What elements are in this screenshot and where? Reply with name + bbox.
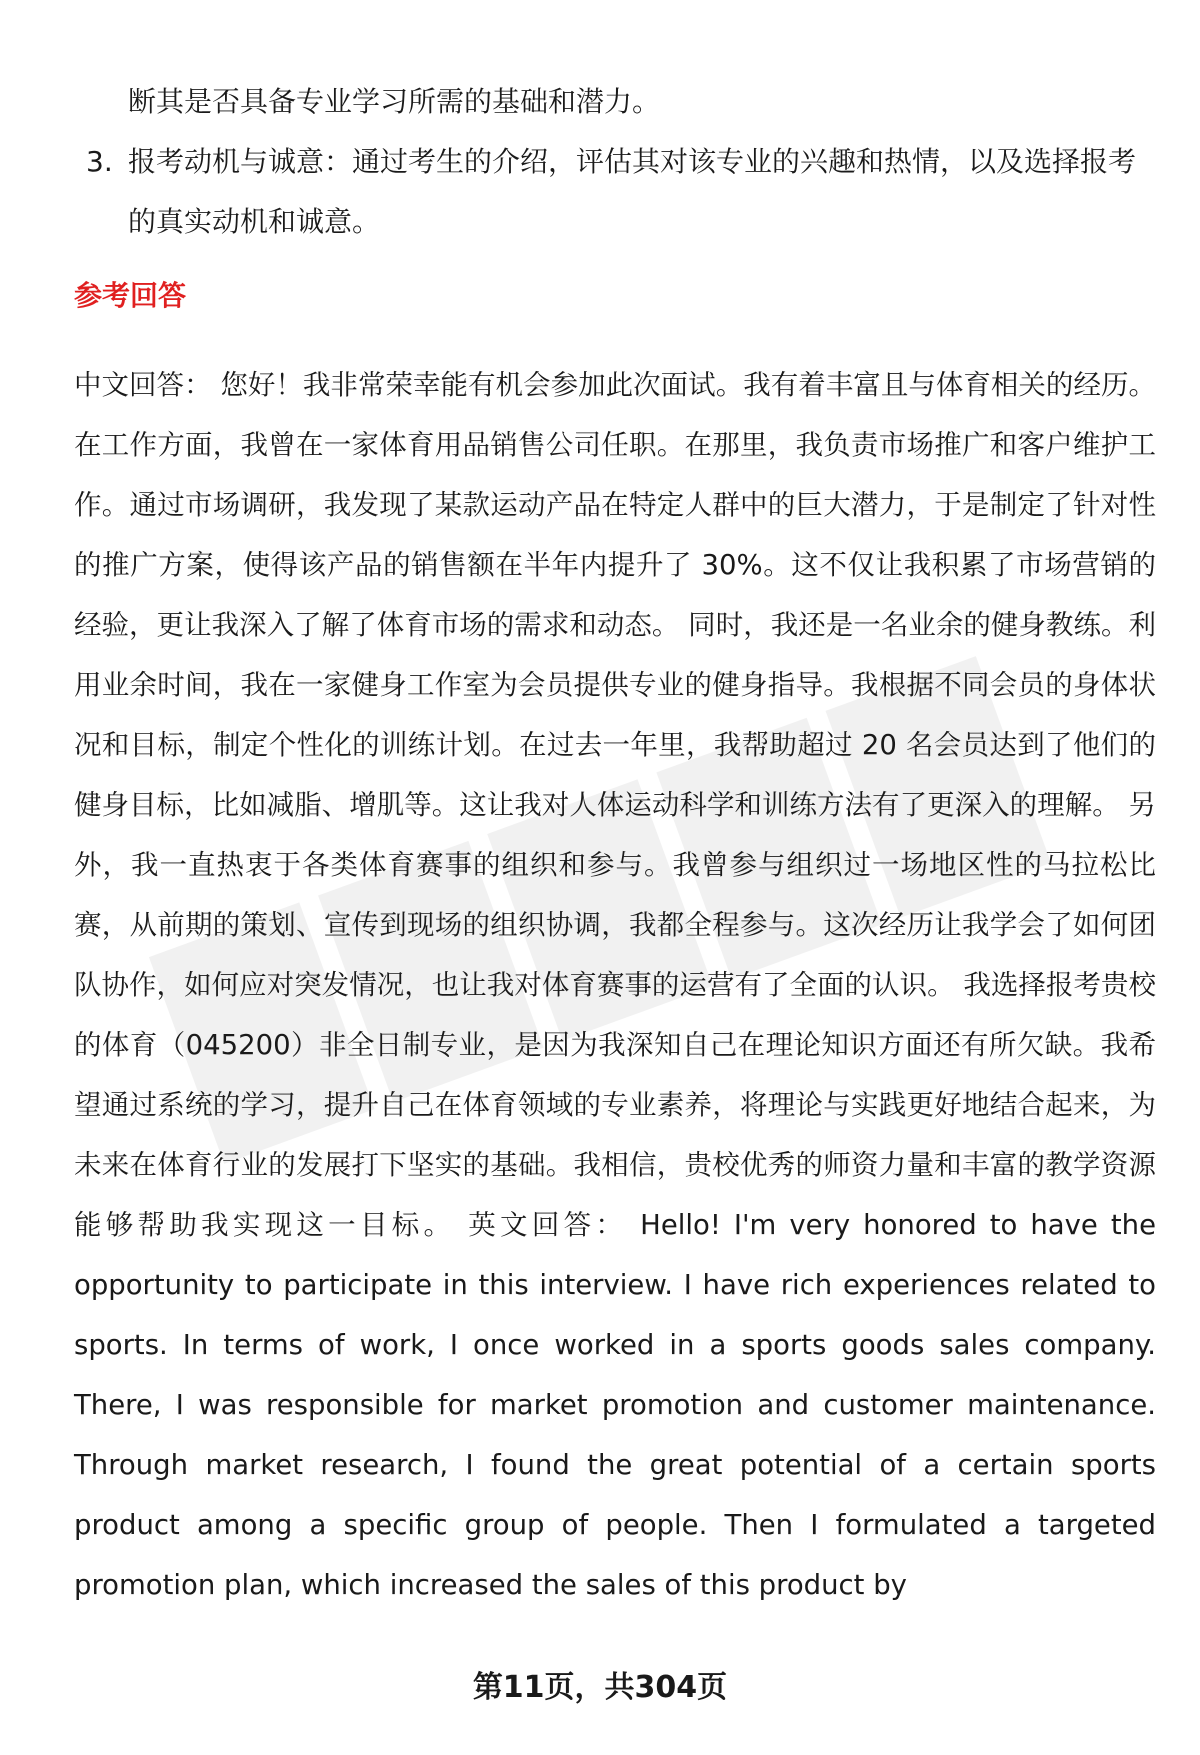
page-number: 第11页，共304页 bbox=[472, 1670, 728, 1705]
section-heading: 参考回答 bbox=[74, 279, 187, 312]
answer-paragraph: 中文回答： 您好！我非常荣幸能有机会参加此次面试。我有着丰富且与体育相关的经历。在工作方面，我曾在一家体育用品销售公司任职。在那里，我负责市场推广和客户维护工作。通过市场调研，我发现了某款运动产品在特定人群中的巨大潜力，于是制定了针对性的推广方案，使得该产品的销售额在半年内提升了 30%。这不仅让我积累了市场营销的经验，更让我深入了解了体育市场的需求和动态。 同时，我还是一名业余的健身教练。利用业余时间，我在一家健身工作室为会员提供专业的健身指导。我根据不同会员的身体状况和目标，制定个性化的训练计划。在过去一年里，我帮助超过 20 名会员达到了他们的健身目标，比如减脂、增肌等。这让我对人体运动科学和训练方法有了更深入的理解。 另外，我一直热衷于各类体育赛事的组织和参与。我曾参与组织过一场地区性的马拉松比赛，从前期的策划、宣传到现场的组织协调，我都全程参与。这次经历让我学会了如何团队协作，如何应对突发情况，也让我对体育赛事的运营有了全面的认识。 我选择报考贵校的体育（045200）非全日制专业，是因为我深知自己在理论知识方面还有所欠缺。我希望通过系统的学习，提升自己在体育领域的专业素养，将理论与实践更好地结合起来，为未来在体育行业的发展打下坚实的基础。我相信，贵校优秀的师资力量和丰富的教学资源能够帮助我实现这一目标。 英文回答： Hello! I'm very honored to have the opportunity to participate in this interview. I have rich experiences related to sports. In terms of work, I once worked in a sports goods sales company. There, I was responsible for market promotion and customer maintenance. Through market research, I found the great potential of a certain sports product among a specific group of people. Then I formulated a targeted promotion plan, which increased the sales of this product by bbox=[74, 369, 1156, 1601]
criteria-list bbox=[74, 72, 1154, 252]
list-item bbox=[74, 132, 1154, 252]
list-continuation: 断其是否具备专业学习所需的基础和潜力。 bbox=[128, 85, 661, 118]
list-item-text: 报考动机与诚意：通过考生的介绍，评估其对该专业的兴趣和热情，以及选择报考的真实动机和诚意。 bbox=[128, 145, 1137, 238]
list-item-number: 3. bbox=[86, 145, 113, 178]
